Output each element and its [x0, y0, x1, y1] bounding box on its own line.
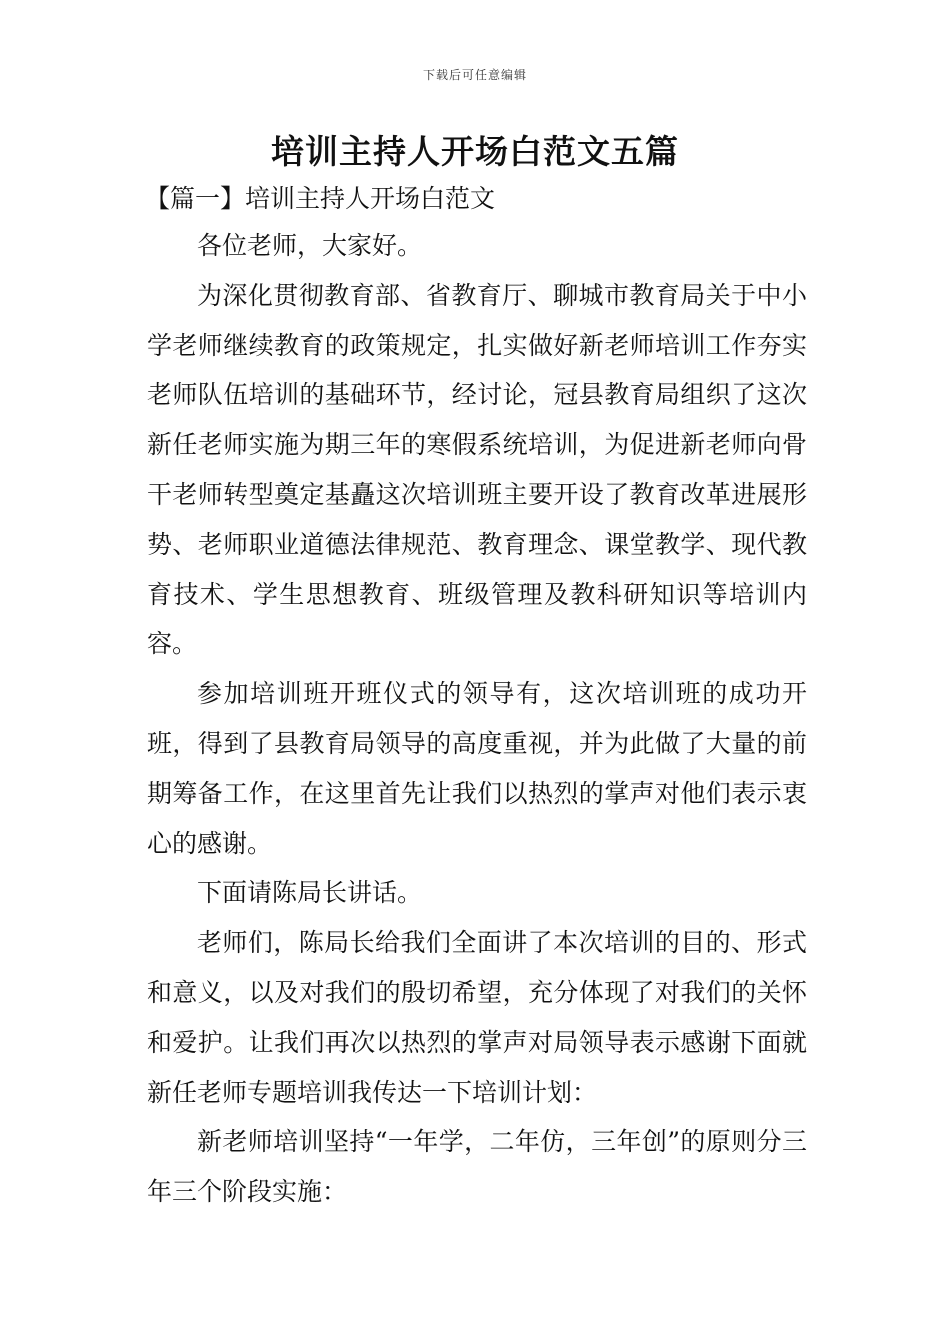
header-note: 下载后可任意编辑 — [422, 68, 527, 82]
paragraph-background: 为深化贯彻教育部、省教育厅、聊城市教育局关于中小学老师继续教育的政策规定，扎实做好新老师培训工作夯实老师队伍培训的基础环节，经讨论，冠县教育局组织了这次新任老师实施为期三年的寒假系统培训，为促进新老师向骨干老师转型奠定基矗这次培训班主要开设了教育改革进展形势、老师职业道德法律规范、教育理念、课堂教学、现代教育技术、学生思想教育、班级管理及教科研知识等培训内容。 — [147, 280, 807, 659]
document-title: 培训主持人开场白范文五篇 — [271, 132, 679, 171]
paragraph-thanks: 老师们，陈局长给我们全面讲了本次培训的目的、形式和意义，以及对我们的殷切希望，充分体现了对我们的关怀和爱护。让我们再次以热烈的掌声对局领导表示感谢下面就新任老师专题培训我传达一下培训计划： — [147, 928, 807, 1107]
section-heading: 【篇一】培训主持人开场白范文 — [145, 184, 496, 213]
paragraph-leaders: 参加培训班开班仪式的领导有，这次培训班的成功开班，得到了县教育局领导的高度重视，并为此做了大量的前期筹备工作，在这里首先让我们以热烈的掌声对他们表示衷心的感谢。 — [147, 679, 807, 858]
document-body — [147, 177, 807, 1217]
paragraph-greeting: 各位老师，大家好。 — [197, 231, 423, 260]
paragraph-plan: 新老师培训坚持“一年学，二年仿，三年创”的原则分三年三个阶段实施： — [147, 1127, 807, 1207]
paragraph-speech-intro: 下面请陈局长讲话。 — [197, 878, 423, 908]
